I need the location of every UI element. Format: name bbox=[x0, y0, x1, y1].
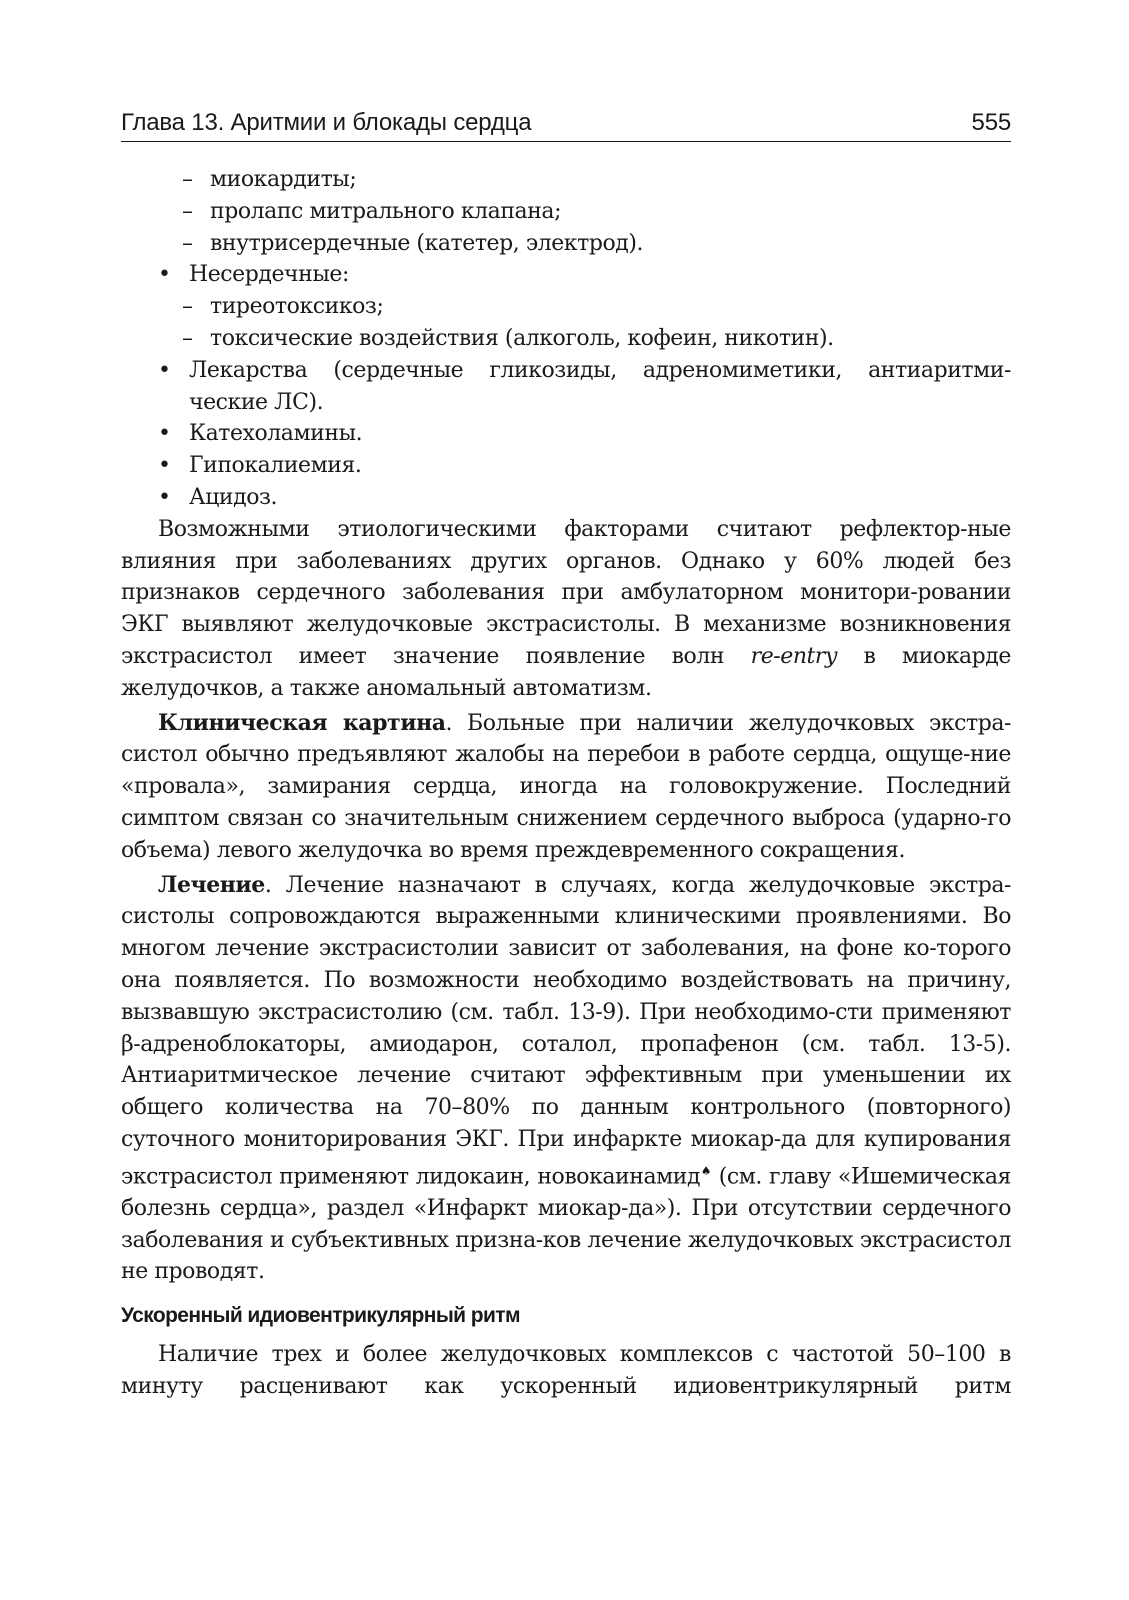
list-item bbox=[121, 196, 1011, 228]
list-item-text: миокардиты; bbox=[210, 167, 357, 192]
list-item bbox=[121, 355, 1011, 419]
section-heading: Ускоренный идиовентрикулярный ритм bbox=[121, 1304, 520, 1328]
list-item-text: Несердечные: bbox=[189, 262, 349, 288]
list-item bbox=[121, 228, 1011, 260]
list-item bbox=[121, 450, 1011, 482]
running-header bbox=[121, 108, 1011, 142]
treatment-text-end: (см. главу «Ишемическая болезнь сердца», раздел «Инфаркт миокар-да»). При отсутствии сердечного заболевания и субъективных призна-ков лечение желудочковых экстрасистол не проводят. bbox=[121, 1164, 1011, 1285]
bullet-marker: • bbox=[158, 262, 171, 288]
list-item bbox=[121, 418, 1011, 450]
list-item-text: тиреотоксикоз; bbox=[210, 294, 384, 320]
etiology-text-end: в миокарде желудочков, а также аномальный автоматизм. bbox=[121, 643, 1011, 701]
list-item-text: Ацидоз. bbox=[189, 484, 278, 510]
treatment-text: . Лечение назначают в случаях, когда желудочковые экстра-систолы сопровождаются выраженными клиническими проявлениями. Во многом лечение экстрасистолии зависит от заболевания, на фоне ко-торого она появляется. По возможности необходимо воздействовать на причину, вызвавшую экстрасистолию (см. табл. 13-9). При необходимо-сти применяют β-адреноблокаторы, амиодарон, соталол, пропафенон (см. табл. 13-5). Антиаритмическое лечение считают эффективным при уменьшении их общего количества на 70–80% по данным контрольного (повторного) суточного мониторирования ЭКГ. При инфаркте миокар-да для купирования экстрасистол применяют лидокаин, новокаинамид bbox=[121, 872, 1011, 1190]
list-item bbox=[121, 482, 1011, 514]
dash-marker: – bbox=[182, 167, 193, 192]
bullet-marker: • bbox=[158, 421, 171, 447]
dash-marker: – bbox=[182, 325, 193, 351]
dash-marker: – bbox=[182, 198, 193, 224]
page-number: 555 bbox=[971, 109, 1011, 136]
clinical-text: . Больные при наличии желудочковых экстра-систол обычно предъявляют жалобы на перебои в работе сердца, ощуще-ние «провала», замирания сердца, иногда на головокружение. Последний симптом связан со значительным снижением сердечного выброса (ударно-го объема) левого желудочка во время преждевременного сокращения. bbox=[121, 710, 1012, 863]
list-item-text: Лекарства (сердечные гликозиды, адреномиметики, антиаритми-ческие ЛС). bbox=[189, 357, 1011, 415]
dash-marker: – bbox=[182, 230, 193, 256]
chapter-title: Глава 13. Аритмии и блокады сердца bbox=[121, 109, 532, 136]
clinical-paragraph bbox=[121, 708, 1011, 867]
etiology-text: Возможными этиологическими факторами считают рефлектор-ные влияния при заболеваниях других органов. Однако у 60% людей без признаков сердечного заболевания при амбулаторном монитори-ровании ЭКГ выявляют желудочковые экстрасистолы. В механизме возникновения экстрасистол имеет значение появление волн bbox=[121, 516, 1011, 669]
list-item-text: Гипокалиемия. bbox=[189, 453, 362, 479]
dash-marker: – bbox=[182, 294, 193, 320]
list-item-text: пролапс митрального клапана; bbox=[210, 198, 562, 224]
book-page bbox=[121, 108, 1011, 1403]
bullet-marker: • bbox=[158, 484, 171, 510]
list-item bbox=[121, 291, 1011, 323]
list-item bbox=[121, 164, 1011, 196]
clinical-lead: Клиническая картина bbox=[158, 709, 446, 736]
section-paragraph: Наличие трех и более желудочковых комплексов с частотой 50–100 в минуту расценивают как ускоренный идиовентрикулярный ритм bbox=[121, 1342, 1011, 1400]
list-item bbox=[121, 323, 1011, 355]
page-body bbox=[121, 164, 1011, 1403]
etiology-paragraph bbox=[121, 514, 1011, 705]
reentry-term: re-entry bbox=[750, 643, 837, 669]
unregistered-drug-mark: ♠ bbox=[700, 1163, 712, 1178]
list-item-text: токсические воздействия (алкоголь, кофеин, никотин). bbox=[210, 325, 834, 351]
list-item-text: Катехоламины. bbox=[189, 421, 363, 447]
bullet-marker: • bbox=[158, 357, 171, 383]
treatment-lead: Лечение bbox=[158, 871, 265, 898]
treatment-paragraph bbox=[121, 870, 1011, 1289]
list-item-text: внутрисердечные (катетер, электрод). bbox=[210, 230, 644, 256]
list-item bbox=[121, 259, 1011, 291]
bullet-marker: • bbox=[158, 453, 171, 479]
causes-list bbox=[121, 164, 1011, 514]
